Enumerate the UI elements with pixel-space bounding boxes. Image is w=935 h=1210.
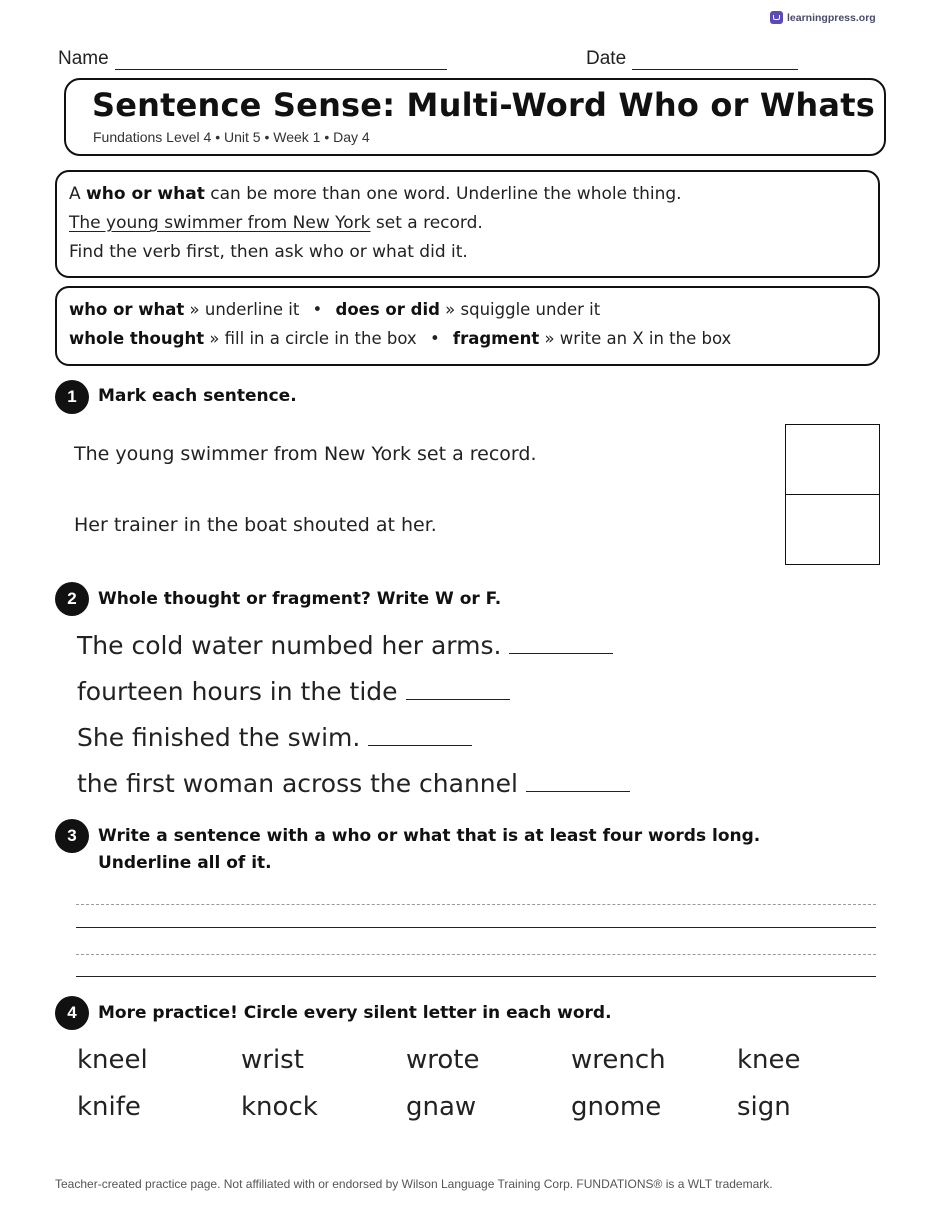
key-separator: •	[429, 329, 440, 348]
brand-logo	[770, 11, 876, 24]
rule-example-rest: set a record.	[370, 213, 483, 233]
question-1-title: Mark each sentence.	[98, 386, 297, 406]
word-wrench[interactable]: wrench	[571, 1045, 666, 1075]
q2-item-4-text: the first woman across the channel	[77, 769, 518, 798]
key-desc-underline: » underline it	[184, 300, 300, 319]
page-subtitle: Fundations Level 4 • Unit 5 • Week 1 • Day 4	[93, 129, 370, 145]
key-term-does-or-did: does or did	[335, 300, 440, 319]
word-sign[interactable]: sign	[737, 1092, 791, 1122]
name-line[interactable]	[115, 53, 447, 70]
word-knife[interactable]: knife	[77, 1092, 141, 1122]
writing-base-line-2[interactable]	[76, 976, 876, 977]
key-desc-x: » write an X in the box	[539, 329, 732, 348]
q2-answer-blank-1[interactable]	[509, 633, 613, 654]
q2-answer-blank-2[interactable]	[406, 679, 510, 700]
word-wrist[interactable]: wrist	[241, 1045, 304, 1075]
brand-text: learningpress.org	[787, 11, 876, 24]
question-number-4: 4	[55, 996, 89, 1030]
question-3-title-line-2: Underline all of it.	[98, 853, 272, 873]
q2-answer-blank-3[interactable]	[368, 725, 472, 746]
q2-item-1	[77, 631, 613, 660]
question-3-title-line-1: Write a sentence with a who or what that is at least four words long.	[98, 826, 761, 846]
key-separator: •	[312, 300, 323, 319]
rule-line-1-bold: who or what	[86, 184, 205, 204]
q1-answer-box-1[interactable]	[785, 424, 880, 495]
word-gnome[interactable]: gnome	[571, 1092, 662, 1122]
word-kneel[interactable]: kneel	[77, 1045, 148, 1075]
key-term-who-or-what: who or what	[69, 300, 185, 319]
q2-item-3-text: She finished the swim.	[77, 723, 361, 752]
date-field[interactable]	[586, 48, 798, 70]
q1-answer-box-2[interactable]	[785, 494, 880, 565]
key-row-1	[69, 300, 600, 319]
q2-item-3	[77, 723, 472, 752]
q1-sentence-1: The young swimmer from New York set a record.	[74, 443, 537, 465]
writing-guide-line-2	[76, 954, 876, 955]
key-term-whole-thought: whole thought	[69, 329, 205, 348]
word-knock[interactable]: knock	[241, 1092, 318, 1122]
key-box	[55, 286, 880, 366]
q1-sentence-2: Her trainer in the boat shouted at her.	[74, 514, 437, 536]
rule-line-1-prefix: A	[69, 184, 87, 204]
writing-guide-line-1	[76, 904, 876, 905]
date-line[interactable]	[632, 53, 798, 70]
rule-line-2	[69, 213, 483, 233]
question-number-2: 2	[55, 582, 89, 616]
date-label: Date	[586, 48, 627, 69]
rule-example-subject: The young swimmer from New York	[69, 213, 371, 233]
key-desc-squiggle: » squiggle under it	[439, 300, 601, 319]
footer-disclaimer: Teacher-created practice page. Not affiliated with or endorsed by Wilson Language Training Corp. FUNDATIONS® is a WLT trademark.	[55, 1177, 773, 1191]
key-desc-circle: » fill in a circle in the box	[204, 329, 417, 348]
name-field[interactable]	[58, 48, 447, 70]
question-4-title: More practice! Circle every silent letter in each word.	[98, 1003, 612, 1023]
rule-line-3: Find the verb first, then ask who or what did it.	[69, 242, 468, 262]
book-icon	[770, 11, 783, 24]
q2-item-2	[77, 677, 510, 706]
writing-base-line-1[interactable]	[76, 927, 876, 928]
word-wrote[interactable]: wrote	[406, 1045, 480, 1075]
rule-line-1-suffix: can be more than one word. Underline the whole thing.	[204, 184, 682, 204]
key-row-2	[69, 329, 731, 348]
q2-answer-blank-4[interactable]	[526, 771, 630, 792]
question-number-3: 3	[55, 819, 89, 853]
question-2-title: Whole thought or fragment? Write W or F.	[98, 589, 502, 609]
q2-item-4	[77, 769, 630, 798]
page-title: Sentence Sense: Multi-Word Who or Whats	[92, 86, 875, 124]
name-label: Name	[58, 48, 109, 69]
q2-item-1-text: The cold water numbed her arms.	[77, 631, 502, 660]
word-knee[interactable]: knee	[737, 1045, 801, 1075]
question-number-1: 1	[55, 380, 89, 414]
q2-item-2-text: fourteen hours in the tide	[77, 677, 398, 706]
word-gnaw[interactable]: gnaw	[406, 1092, 477, 1122]
key-term-fragment: fragment	[452, 329, 540, 348]
rule-line-1	[69, 184, 682, 204]
